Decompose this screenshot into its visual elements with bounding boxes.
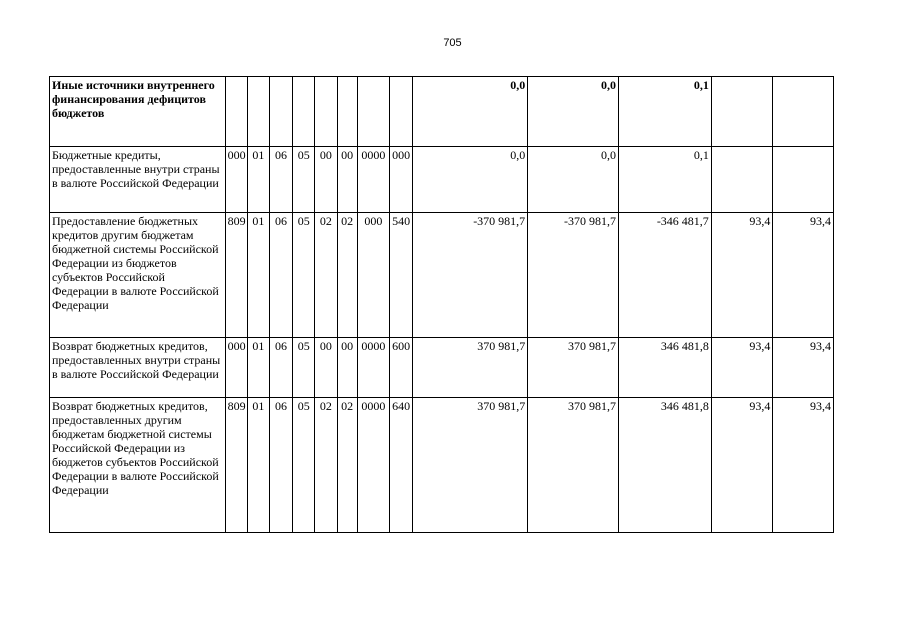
code-admin: 809 — [225, 213, 247, 338]
percent-2: 93,4 — [773, 213, 834, 338]
code-article — [293, 77, 315, 147]
code-kosgu: 000 — [389, 147, 412, 213]
code-group: 01 — [247, 398, 269, 533]
value-3: 0,1 — [618, 147, 711, 213]
value-1: 0,0 — [413, 147, 528, 213]
code-kosgu: 600 — [389, 338, 412, 398]
page-number: 705 — [443, 37, 462, 49]
code-kosgu: 540 — [389, 213, 412, 338]
row-name: Возврат бюджетных кредитов, предоставленных другим бюджетам бюджетной системы Российской Федерации из бюджетов субъектов Российской Федерации в валюте Российской Федерации — [50, 398, 226, 533]
code-subgroup: 06 — [269, 398, 292, 533]
code-element — [337, 77, 357, 147]
code-program: 0000 — [357, 398, 389, 533]
code-program: 000 — [357, 213, 389, 338]
percent-2: 93,4 — [773, 398, 834, 533]
code-program: 0000 — [357, 338, 389, 398]
value-1: -370 981,7 — [413, 213, 528, 338]
percent-1: 93,4 — [711, 338, 773, 398]
code-subarticle: 00 — [315, 147, 337, 213]
code-kosgu: 640 — [389, 398, 412, 533]
code-subarticle: 02 — [315, 213, 337, 338]
value-3: 346 481,8 — [618, 398, 711, 533]
value-3: -346 481,7 — [618, 213, 711, 338]
percent-1 — [711, 77, 773, 147]
code-subarticle: 00 — [315, 338, 337, 398]
code-article: 05 — [293, 338, 315, 398]
percent-2 — [773, 147, 834, 213]
code-subgroup: 06 — [269, 147, 292, 213]
percent-1: 93,4 — [711, 213, 773, 338]
code-group: 01 — [247, 213, 269, 338]
code-kosgu — [389, 77, 412, 147]
value-2: 0,0 — [528, 147, 619, 213]
code-program: 0000 — [357, 147, 389, 213]
code-admin: 000 — [225, 147, 247, 213]
code-article: 05 — [293, 398, 315, 533]
code-article: 05 — [293, 213, 315, 338]
percent-2 — [773, 77, 834, 147]
code-element: 00 — [337, 338, 357, 398]
code-element: 00 — [337, 147, 357, 213]
code-group: 01 — [247, 147, 269, 213]
value-3: 0,1 — [618, 77, 711, 147]
code-element: 02 — [337, 213, 357, 338]
value-2: 370 981,7 — [528, 338, 619, 398]
code-subarticle: 02 — [315, 398, 337, 533]
code-subgroup — [269, 77, 292, 147]
code-element: 02 — [337, 398, 357, 533]
row-name: Иные источники внутреннего финансирования дефицитов бюджетов — [50, 77, 226, 147]
percent-1 — [711, 147, 773, 213]
code-group: 01 — [247, 338, 269, 398]
value-1: 370 981,7 — [413, 338, 528, 398]
code-program — [357, 77, 389, 147]
row-name: Бюджетные кредиты, предоставленные внутри страны в валюте Российской Федерации — [50, 147, 226, 213]
value-2: -370 981,7 — [528, 213, 619, 338]
value-1: 370 981,7 — [413, 398, 528, 533]
percent-1: 93,4 — [711, 398, 773, 533]
table-row — [50, 213, 834, 338]
code-subarticle — [315, 77, 337, 147]
value-1: 0,0 — [413, 77, 528, 147]
code-article: 05 — [293, 147, 315, 213]
row-name: Возврат бюджетных кредитов, предоставленных внутри страны в валюте Российской Федерации — [50, 338, 226, 398]
budget-sources-table — [49, 76, 834, 533]
table-row — [50, 338, 834, 398]
code-subgroup: 06 — [269, 213, 292, 338]
code-admin — [225, 77, 247, 147]
code-admin: 000 — [225, 338, 247, 398]
code-admin: 809 — [225, 398, 247, 533]
table-row — [50, 147, 834, 213]
code-subgroup: 06 — [269, 338, 292, 398]
table-row — [50, 398, 834, 533]
value-2: 0,0 — [528, 77, 619, 147]
row-name: Предоставление бюджетных кредитов другим бюджетам бюджетной системы Российской Федерации из бюджетов субъектов Российской Федерации в валюте Российской Федерации — [50, 213, 226, 338]
value-3: 346 481,8 — [618, 338, 711, 398]
percent-2: 93,4 — [773, 338, 834, 398]
value-2: 370 981,7 — [528, 398, 619, 533]
table-row — [50, 77, 834, 147]
code-group — [247, 77, 269, 147]
